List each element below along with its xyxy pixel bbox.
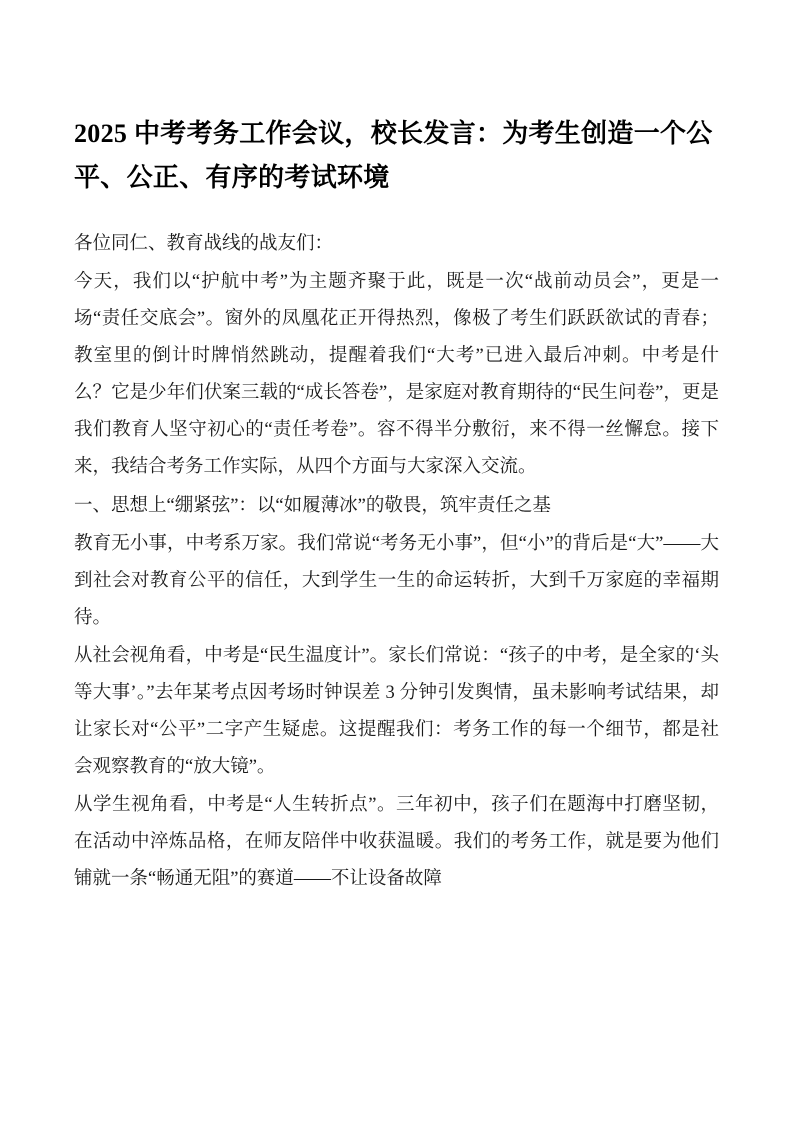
page-title: 2025 中考考务工作会议，校长发言：为考生创造一个公平、公正、有序的考试环境 — [74, 119, 713, 192]
paragraph: 教育无小事，中考系万家。我们常说“考务无小事”，但“小”的背后是“大”——大到社会对教育公平的信任，大到学生一生的命运转折，大到千万家庭的幸福期待。 — [74, 534, 719, 628]
paragraph: 从社会视角看，中考是“民生温度计”。家长们常说：“孩子的中考，是全家的‘头等大事’。”去年某考点因考场时钟误差 3 分钟引发舆情，虽未影响考试结果，却让家长对“公平”二字产生疑虑。这提醒我们：考务工作的每一个细节，都是社会观察教育的“放大镜”。 — [74, 646, 719, 777]
section-heading: 一、思想上“绷紧弦”：以“如履薄冰”的敬畏，筑牢责任之基 — [74, 496, 551, 516]
document-body — [74, 226, 719, 898]
paragraph: 今天，我们以“护航中考”为主题齐聚于此，既是一次“战前动员会”，更是一场“责任交底会”。窗外的凤凰花正开得热烈，像极了考生们跃跃欲试的青春；教室里的倒计时牌悄然跳动，提醒着我们“大考”已进入最后冲刺。中考是什么？它是少年们伏案三载的“成长答卷”，是家庭对教育期待的“民生问卷”，更是我们教育人坚守初心的“责任考卷”。容不得半分敷衍，来不得一丝懈怠。接下来，我结合考务工作实际，从四个方面与大家深入交流。 — [74, 272, 719, 477]
paragraph: 从学生视角看，中考是“人生转折点”。三年初中，孩子们在题海中打磨坚韧，在活动中淬炼品格，在师友陪伴中收获温暖。我们的考务工作，就是要为他们铺就一条“畅通无阻”的赛道——不让设备故障 — [74, 795, 719, 889]
paragraph: 各位同仁、教育战线的战友们： — [74, 234, 334, 254]
